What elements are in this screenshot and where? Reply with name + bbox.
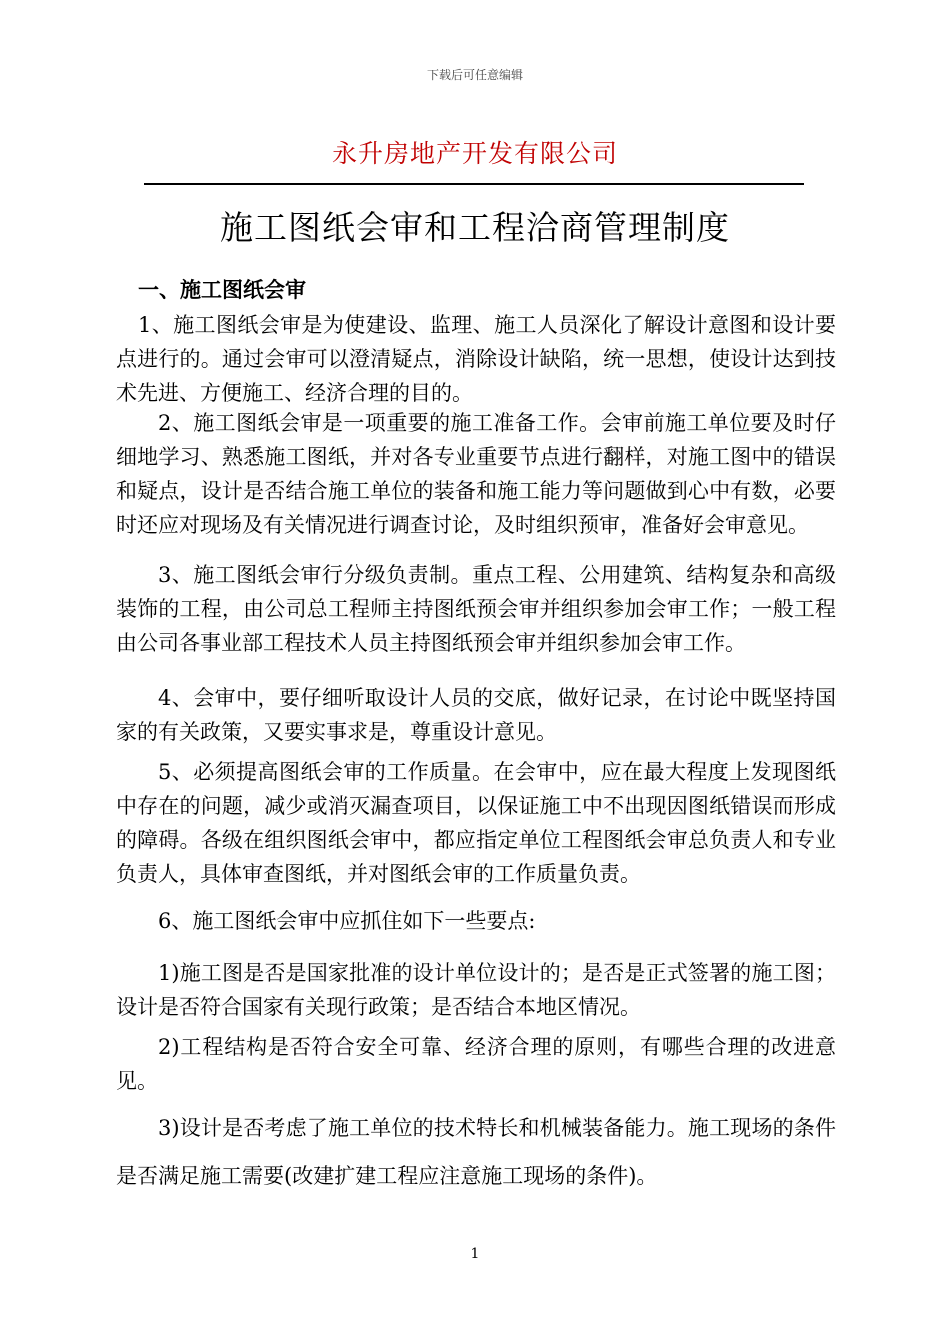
title-divider: [144, 183, 804, 185]
paragraph-9: 3)设计是否考虑了施工单位的技术特长和机械装备能力。施工现场的条件是否满足施工需要(改建扩建工程应注意施工现场的条件)。: [116, 1116, 836, 1188]
section-heading: 一、施工图纸会审: [138, 278, 306, 302]
paragraph-6: 6、施工图纸会审中应抓住如下一些要点:: [158, 909, 536, 933]
paragraph-4: 4、会审中，要仔细听取设计人员的交底，做好记录，在讨论中既坚持国家的有关政策，又要实事求是，尊重设计意见。: [116, 686, 836, 744]
paragraph-1: 1、施工图纸会审是为使建设、监理、施工人员深化了解设计意图和设计要点进行的。通过会审可以澄清疑点，消除设计缺陷，统一思想，使设计达到技术先进、方便施工、经济合理的目的。: [116, 313, 836, 405]
page-number: 1: [470, 1246, 480, 1262]
paragraph-8: 2)工程结构是否符合安全可靠、经济合理的原则，有哪些合理的改进意见。: [116, 1035, 836, 1093]
paragraph-7: 1)施工图是否是国家批准的设计单位设计的；是否是正式签署的施工图；设计是否符合国家有关现行政策；是否结合本地区情况。: [116, 961, 836, 1019]
company-name: 永升房地产开发有限公司: [331, 139, 618, 168]
paragraph-2: 2、施工图纸会审是一项重要的施工准备工作。会审前施工单位要及时仔细地学习、熟悉施工图纸，并对各专业重要节点进行翻样，对施工图中的错误和疑点，设计是否结合施工单位的装备和施工能力等问题做到心中有数，必要时还应对现场及有关情况进行调查讨论，及时组织预审，准备好会审意见。: [116, 411, 836, 537]
paragraph-5: 5、必须提高图纸会审的工作质量。在会审中，应在最大程度上发现图纸中存在的问题，减少或消灭漏查项目，以保证施工中不出现因图纸错误而形成的障碍。各级在组织图纸会审中，都应指定单位工程图纸会审总负责人和专业负责人，具体审查图纸，并对图纸会审的工作质量负责。: [116, 760, 836, 886]
document-title: 施工图纸会审和工程洽商管理制度: [220, 208, 730, 247]
header-note: 下载后可任意编辑: [426, 68, 523, 82]
paragraph-3: 3、施工图纸会审行分级负责制。重点工程、公用建筑、结构复杂和高级装饰的工程，由公司总工程师主持图纸预会审并组织参加会审工作；一般工程由公司各事业部工程技术人员主持图纸预会审并组织参加会审工作。: [116, 563, 836, 655]
